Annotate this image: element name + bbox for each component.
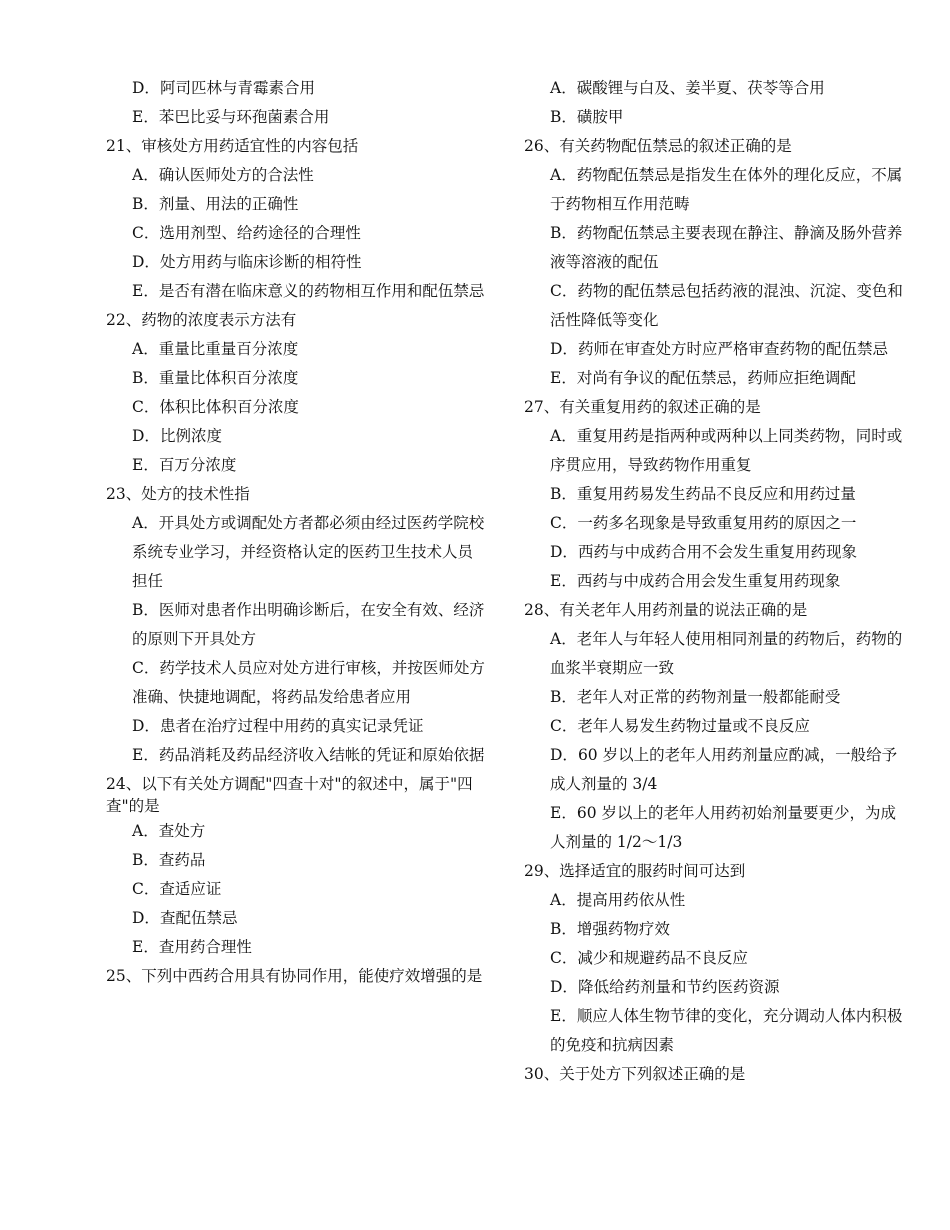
option-text: 是否有潜在临床意义的药物相互作用和配伍禁忌 [158,282,485,300]
option-text: 查用药合理性 [158,938,252,956]
option-letter: E． [132,938,159,956]
option-letter: D． [132,427,160,445]
answer-option [106,190,486,219]
option-text: 查处方 [158,822,206,840]
option-letter: C． [550,514,578,532]
option-text: 西药与中成药合用不会发生重复用药现象 [577,543,857,561]
answer-option [106,933,486,962]
answer-option [106,712,486,741]
option-letter: B． [550,485,577,503]
question-block [524,132,904,393]
option-letter: A． [550,166,577,184]
question-stem: 28、有关老年人用药剂量的说法正确的是 [524,601,808,619]
option-text: 体积比体积百分浓度 [159,398,299,416]
option-letter: A． [132,166,159,184]
option-letter: E． [132,746,159,764]
option-letter: B． [550,224,577,242]
answer-option [106,596,486,654]
answer-option [524,886,904,915]
answer-option [524,683,904,712]
answer-option [106,74,486,103]
answer-option [524,335,904,364]
answer-option [106,393,486,422]
question-stem: 24、以下有关处方调配"四查十对"的叙述中，属于"四查"的是 [106,775,473,815]
option-letter: D． [550,746,578,764]
option-letter: A． [550,79,577,97]
answer-option [106,846,486,875]
answer-option [106,364,486,393]
option-text: 患者在治疗过程中用药的真实记录凭证 [159,717,424,735]
answer-option [106,741,486,770]
option-letter: A． [550,891,577,909]
question-stem: 23、处方的技术性指 [106,485,250,503]
option-text: 药物的配伍禁忌包括药液的混浊、沉淀、变色和活性降低等变化 [550,282,903,329]
option-text: 老年人易发生药物过量或不良反应 [577,717,810,735]
option-text: 西药与中成药合用会发生重复用药现象 [576,572,841,590]
question-block [106,306,486,480]
option-text: 药师在审查处方时应严格审查药物的配伍禁忌 [577,340,888,358]
option-text: 查适应证 [159,880,222,898]
answer-option [524,219,904,277]
option-letter: A． [132,822,159,840]
option-letter: B． [550,920,577,938]
option-text: 查配伍禁忌 [159,909,238,927]
option-letter: C． [550,717,578,735]
option-letter: D． [550,543,578,561]
left-column [106,74,486,991]
option-letter: E． [132,108,159,126]
answer-option [524,509,904,538]
question-block [524,857,904,1060]
question-block [106,74,486,132]
option-letter: C． [132,224,160,242]
option-letter: A． [550,427,577,445]
question-block [106,480,486,770]
question-block [524,74,904,132]
question-block [524,1060,904,1089]
option-text: 增强药物疗效 [576,920,670,938]
option-text: 处方用药与临床诊断的相符性 [159,253,362,271]
option-text: 碳酸锂与白及、姜半夏、茯苓等合用 [576,79,825,97]
option-letter: C． [132,398,160,416]
option-text: 医师对患者作出明确诊断后，在安全有效、经济的原则下开具处方 [132,601,485,648]
answer-option [524,538,904,567]
answer-option [106,509,486,596]
question-stem: 25、下列中西药合用具有协同作用，能使疗效增强的是 [106,967,483,985]
option-text: 查药品 [158,851,206,869]
answer-option [106,654,486,712]
option-text: 60 岁以上的老年人用药剂量应酌减，一般给予成人剂量的 3/4 [550,746,898,793]
option-text: 重复用药易发生药品不良反应和用药过量 [576,485,856,503]
option-letter: E． [132,282,159,300]
option-letter: D． [550,978,578,996]
question-stem: 29、选择适宜的服药时间可达到 [524,862,746,880]
answer-option [524,915,904,944]
option-text: 重量比体积百分浓度 [158,369,299,387]
question-block [106,770,486,962]
answer-option [106,248,486,277]
answer-option [106,422,486,451]
question-stem: 21、审核处方用药适宜性的内容包括 [106,137,359,155]
answer-option [524,1002,904,1060]
option-text: 药物配伍禁忌主要表现在静注、静滴及肠外营养液等溶液的配伍 [550,224,903,271]
option-text: 60 岁以上的老年人用药初始剂量要更少，为成人剂量的 1/2～1/3 [550,804,896,851]
option-letter: E． [550,1007,577,1025]
answer-option [106,451,486,480]
option-text: 阿司匹林与青霉素合用 [159,79,315,97]
option-letter: B． [132,195,159,213]
question-block [524,393,904,596]
answer-option [524,103,904,132]
answer-option [106,103,486,132]
answer-option [524,625,904,683]
answer-option [524,741,904,799]
right-column [524,74,904,1089]
question-stem: 30、关于处方下列叙述正确的是 [524,1065,746,1083]
option-text: 剂量、用法的正确性 [158,195,299,213]
question-block [524,596,904,857]
answer-option [524,712,904,741]
option-letter: B． [550,688,577,706]
option-letter: E． [550,369,577,387]
option-text: 苯巴比妥与环孢菌素合用 [158,108,330,126]
answer-option [524,567,904,596]
answer-option [524,944,904,973]
option-text: 开具处方或调配处方者都必须由经过医药学院校系统专业学习，并经资格认定的医药卫生技术人员担任 [132,514,485,590]
question-stem: 26、有关药物配伍禁忌的叙述正确的是 [524,137,792,155]
option-letter: D． [550,340,578,358]
answer-option [524,364,904,393]
option-text: 老年人对正常的药物剂量一般都能耐受 [576,688,841,706]
question-block [106,132,486,306]
option-letter: C． [550,949,578,967]
answer-option [106,904,486,933]
option-text: 药品消耗及药品经济收入结帐的凭证和原始依据 [158,746,485,764]
option-text: 比例浓度 [159,427,222,445]
option-text: 提高用药依从性 [576,891,686,909]
option-text: 降低给药剂量和节约医药资源 [577,978,780,996]
option-text: 选用剂型、给药途径的合理性 [159,224,361,242]
option-text: 重量比重量百分浓度 [158,340,299,358]
option-text: 顺应人体生物节律的变化，充分调动人体内积极的免疫和抗病因素 [550,1007,903,1054]
answer-option [524,422,904,480]
question-block [106,962,486,991]
answer-option [524,74,904,103]
option-text: 磺胺甲 [576,108,624,126]
option-text: 药物配伍禁忌是指发生在体外的理化反应，不属于药物相互作用范畴 [550,166,903,213]
answer-option [106,335,486,364]
option-letter: B． [132,369,159,387]
answer-option [524,973,904,1002]
option-letter: C． [550,282,578,300]
option-text: 百万分浓度 [158,456,237,474]
answer-option [524,277,904,335]
option-letter: E． [132,456,159,474]
option-letter: E． [550,804,577,822]
option-text: 对尚有争议的配伍禁忌，药师应拒绝调配 [576,369,856,387]
option-letter: A． [132,340,159,358]
option-letter: A． [132,514,159,532]
option-text: 一药多名现象是导致重复用药的原因之一 [577,514,857,532]
option-text: 重复用药是指两种或两种以上同类药物，同时或序贯应用，导致药物作用重复 [550,427,903,474]
option-letter: C． [132,659,160,677]
option-letter: D． [132,253,160,271]
option-text: 确认医师处方的合法性 [158,166,314,184]
option-text: 药学技术人员应对处方进行审核，并按医师处方准确、快捷地调配，将药品发给患者应用 [132,659,485,706]
option-letter: D． [132,717,160,735]
option-text: 减少和规避药品不良反应 [577,949,748,967]
answer-option [524,480,904,509]
answer-option [106,817,486,846]
option-letter: B． [132,601,159,619]
option-letter: B． [550,108,577,126]
answer-option [106,161,486,190]
option-letter: D． [132,79,160,97]
answer-option [524,161,904,219]
option-letter: B． [132,851,159,869]
question-stem: 22、药物的浓度表示方法有 [106,311,297,329]
answer-option [524,799,904,857]
option-letter: E． [550,572,577,590]
answer-option [106,277,486,306]
answer-option [106,219,486,248]
option-letter: C． [132,880,160,898]
question-stem: 27、有关重复用药的叙述正确的是 [524,398,761,416]
answer-option [106,875,486,904]
option-letter: A． [550,630,577,648]
option-text: 老年人与年轻人使用相同剂量的药物后，药物的血浆半衰期应一致 [550,630,903,677]
option-letter: D． [132,909,160,927]
